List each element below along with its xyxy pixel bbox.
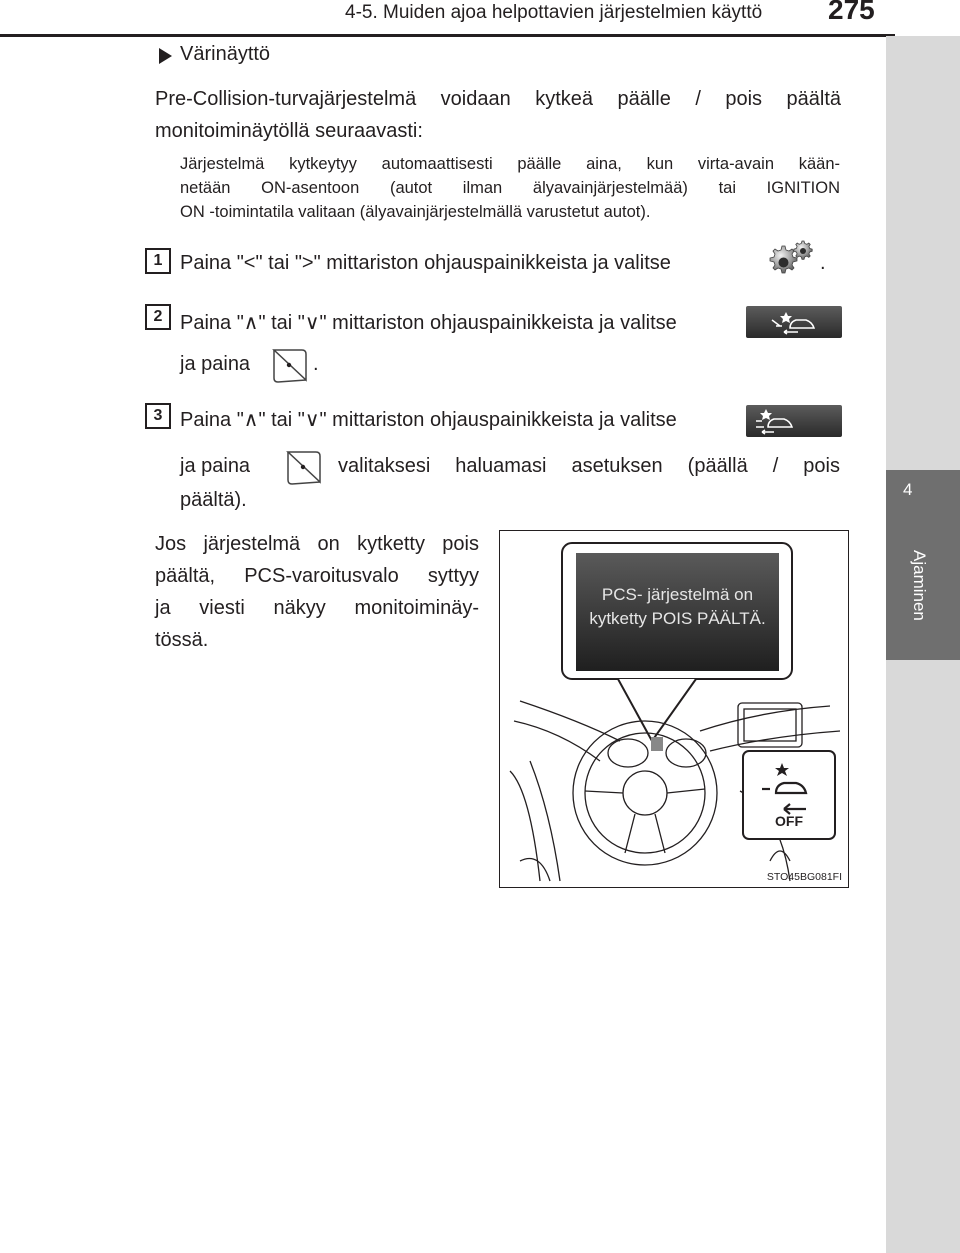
step-3-cont-line2: päältä). bbox=[180, 489, 247, 511]
chapter-label: Ajaminen bbox=[910, 550, 929, 621]
step-3-text: Paina "∧" tai "∨" mittariston ohjauspainikkeista ja valitse bbox=[180, 409, 677, 431]
off-label: OFF bbox=[775, 813, 803, 829]
step-1-period: . bbox=[820, 252, 826, 274]
side-tab-background-lower bbox=[886, 660, 960, 1253]
step-3-badge: 3 bbox=[145, 403, 171, 429]
pcs-toggle-button bbox=[746, 405, 842, 437]
pcs-car-icon bbox=[746, 306, 842, 338]
step-2-period: . bbox=[313, 353, 319, 375]
chapter-number: 4 bbox=[903, 480, 913, 499]
intro-line-2: monitoiminäytöllä seuraavasti: bbox=[155, 120, 423, 142]
ok-button-icon bbox=[282, 446, 324, 488]
step-3-cont: ja paina bbox=[180, 455, 251, 477]
pcs-line-4: tössä. bbox=[155, 629, 209, 651]
pcs-line-1: Jos järjestelmä on kytketty pois bbox=[155, 533, 479, 555]
pcs-car-icon bbox=[746, 405, 842, 437]
page-number: 275 bbox=[828, 0, 875, 25]
intro-line-1: Pre-Collision-turvajärjestelmä voidaan kytkeä päälle / pois päältä bbox=[155, 88, 841, 110]
step-3-cont-rest: valitaksesi haluamasi asetuksen (päällä / pois bbox=[338, 455, 840, 477]
pcs-line-3: ja viesti näkyy monitoiminäy- bbox=[155, 597, 479, 619]
step-2-cont: ja paina bbox=[180, 353, 251, 375]
settings-gears-icon bbox=[762, 238, 816, 282]
image-caption: STO45BG081FI bbox=[766, 871, 842, 883]
step-2-text: Paina "∧" tai "∨" mittariston ohjauspainikkeista ja valitse bbox=[180, 312, 677, 334]
header-rule bbox=[0, 34, 895, 37]
note-line-2: netään ON-asentoon (autot ilman älyavainjärjestelmää) tai IGNITION bbox=[180, 179, 840, 197]
step-1-badge: 1 bbox=[145, 248, 171, 274]
subheading: Värinäyttö bbox=[180, 43, 271, 65]
bullet-arrow-icon bbox=[159, 48, 172, 64]
pcs-line-2: päältä, PCS-varoitusvalo syttyy bbox=[155, 565, 479, 587]
pcs-menu-button bbox=[746, 306, 842, 338]
step-2-badge: 2 bbox=[145, 304, 171, 330]
illustration-screen-line-2: kytketty POIS PÄÄLTÄ. bbox=[589, 609, 766, 628]
side-tab-background bbox=[886, 36, 960, 470]
dashboard-illustration bbox=[499, 530, 849, 888]
step-1-text: Paina "<" tai ">" mittariston ohjauspainikkeista ja valitse bbox=[180, 252, 671, 274]
header-title: 4-5. Muiden ajoa helpottavien järjestelmien käyttö bbox=[345, 2, 763, 23]
illustration-screen-line-1: PCS- järjestelmä on bbox=[601, 585, 754, 604]
note-line-1: Järjestelmä kytkeytyy automaattisesti päälle aina, kun virta-avain kään- bbox=[180, 155, 840, 173]
note-line-3: ON -toimintatila valitaan (älyavainjärjestelmällä varustetut autot). bbox=[180, 203, 651, 221]
ok-button-icon bbox=[268, 344, 310, 386]
